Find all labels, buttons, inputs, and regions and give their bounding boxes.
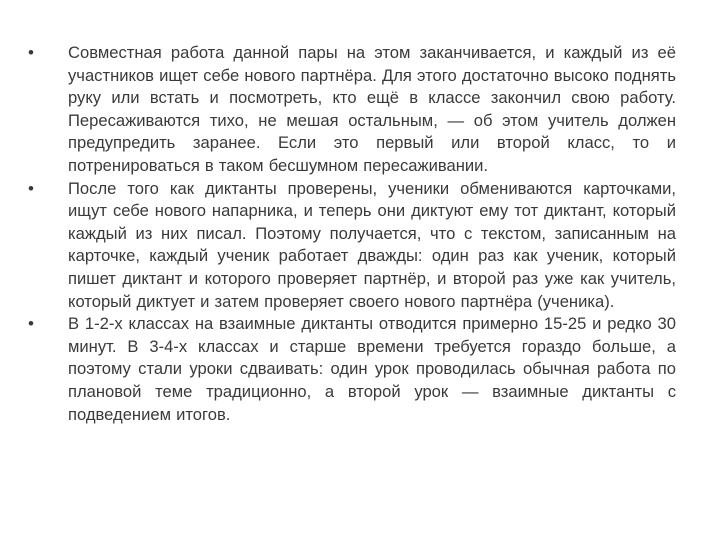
bullet-marker: • bbox=[28, 178, 34, 198]
list-item bbox=[28, 178, 676, 314]
list-item bbox=[28, 42, 676, 178]
paragraph-text: В 1-2-х классах на взаимные диктанты отводится примерно 15-25 и редко 30 минут. В 3-4-х классах и старше времени требуется гораздо больше, а поэтому стали уроки сдваивать: один урок проводилась обычная работа по плановой теме традиционно, а второй урок — взаимные диктанты с подведением итогов. bbox=[68, 314, 676, 424]
list-item bbox=[28, 313, 676, 426]
bullet-marker: • bbox=[28, 314, 34, 334]
bullet-marker: • bbox=[28, 43, 34, 62]
paragraph-text: После того как диктанты проверены, ученики обмениваются карточками, ищут себе нового напарника, и теперь они диктуют ему тот диктант, который каждый из них писал. Поэтому получается, что с текстом, записанным на карточке, каждый ученик работает дважды: один раз как ученик, который пишет диктант и которого проверяет партнёр, и второй раз уже как учитель, который диктует и затем проверяет своего нового партнёра (ученика). bbox=[68, 178, 676, 311]
bullet-list bbox=[28, 42, 676, 426]
paragraph-text: Совместная работа данной пары на этом заканчивается, и каждый из её участников ищет себе нового партнёра. Для этого достаточно высоко поднять руку или встать и посмотреть, кто ещё в классе закончил свою работу. Пересаживаются тихо, не мешая остальным, — об этом учитель должен предупредить заранее. Если это первый или второй класс, то и потренироваться в таком бесшумном пересаживании. bbox=[68, 43, 676, 175]
